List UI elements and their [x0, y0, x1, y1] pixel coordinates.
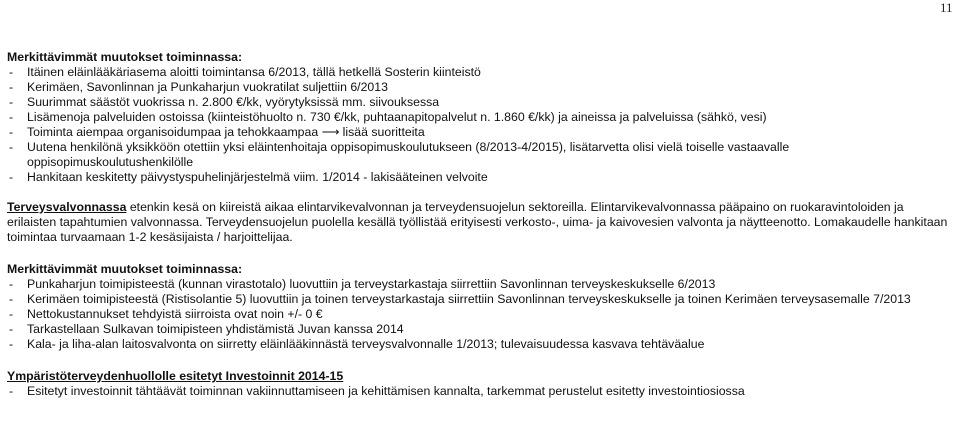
list-item: - Kerimäen toimipisteestä (Ristisolantie 5) luovuttiin ja toinen terveystarkastaja siirrettiin Savonlinnan terveyskeskukselle ja toinen Kerimäen terveysasemalle 7/2013 [7, 292, 955, 307]
section3-heading: Ympäristöterveydenhuollolle esitetyt Investoinnit 2014-15 [7, 369, 344, 383]
list-item: - Itäinen eläinlääkäriasema aloitti toimintansa 6/2013, tällä hetkellä Sosterin kiinteistö [7, 65, 955, 80]
section2-heading: Merkittävimmät muutokset toiminnassa: [7, 262, 243, 276]
terveys-lead: Terveysvalvonnassa [7, 200, 127, 214]
terveys-text: etenkin kesä on kiireistä aikaa elintarvikevalvonnan ja terveydensuojelun sektoreilla. Elintarvikevalvonnassa pääpaino on ruokaravintoloiden ja erilaisten tapahtumien valvonnassa. Terveydensuojelun puolella kesällä työllistää erityisesti verkosto-, uima- ja kaivovesien valvonta ja näytteenotto. Lomakaudelle hankitaan toimintaa turvaamaan 1-2 kesäsijaista / harjoittelijaa. [7, 200, 948, 244]
list-item: - Nettokustannukset tehdyistä siirroista ovat noin +/- 0 € [7, 307, 955, 322]
list-item: - Esitetyt investoinnit tähtäävät toiminnan vakiinnuttamiseen ja kehittämisen kannalta, tarkemmat perustelut esitetty investointiosiossa [7, 384, 955, 399]
list-item: - Kerimäen, Savonlinnan ja Punkaharjun vuokratilat suljettiin 6/2013 [7, 80, 955, 95]
list-item: - Kala- ja liha-alan laitosvalvonta on siirretty eläinlääkinnästä terveysvalvonnalle 1/2013; tulevaisuudessa kasvava tehtäväalue [7, 337, 955, 352]
list-item: - Uutena henkilönä yksikköön otettiin yksi eläintenhoitaja oppisopimuskoulutukseen (8/2013-4/2015), lisätarvetta olisi vielä toiselle vastaavalle oppisopimuskoulutushenkilölle [7, 140, 955, 170]
list-item: - Suurimmat säästöt vuokrissa n. 2.800 €/kk, vyörytyksissä mm. siivouksessa [7, 95, 955, 110]
list-item: - Toiminta aiempaa organisoidumpaa ja tehokkaampaa ⟶ lisää suoritteita [7, 125, 955, 140]
page-number: 11 [940, 0, 953, 15]
list-item: - Tarkastellaan Sulkavan toimipisteen yhdistämistä Juvan kanssa 2014 [7, 322, 955, 337]
document-body [7, 50, 955, 399]
terveys-paragraph [7, 200, 955, 245]
list-item: - Lisämenoja palveluiden ostoissa (kiinteistöhuolto n. 730 €/kk, puhtaanapitopalvelut n. 1.860 €/kk) ja aineissa ja palveluissa (sähkö, vesi) [7, 110, 955, 125]
section2-list [7, 277, 955, 352]
list-item: - Punkaharjun toimipisteestä (kunnan virastotalo) luovuttiin ja terveystarkastaja siirrettiin Savonlinnan terveyskeskukselle 6/2013 [7, 277, 955, 292]
list-item: - Hankitaan keskitetty päivystyspuhelinjärjestelmä viim. 1/2014 - lakisääteinen velvoite [7, 170, 955, 185]
section3-list [7, 384, 955, 399]
section1-list [7, 65, 955, 185]
section1-heading: Merkittävimmät muutokset toiminnassa: [7, 50, 243, 64]
